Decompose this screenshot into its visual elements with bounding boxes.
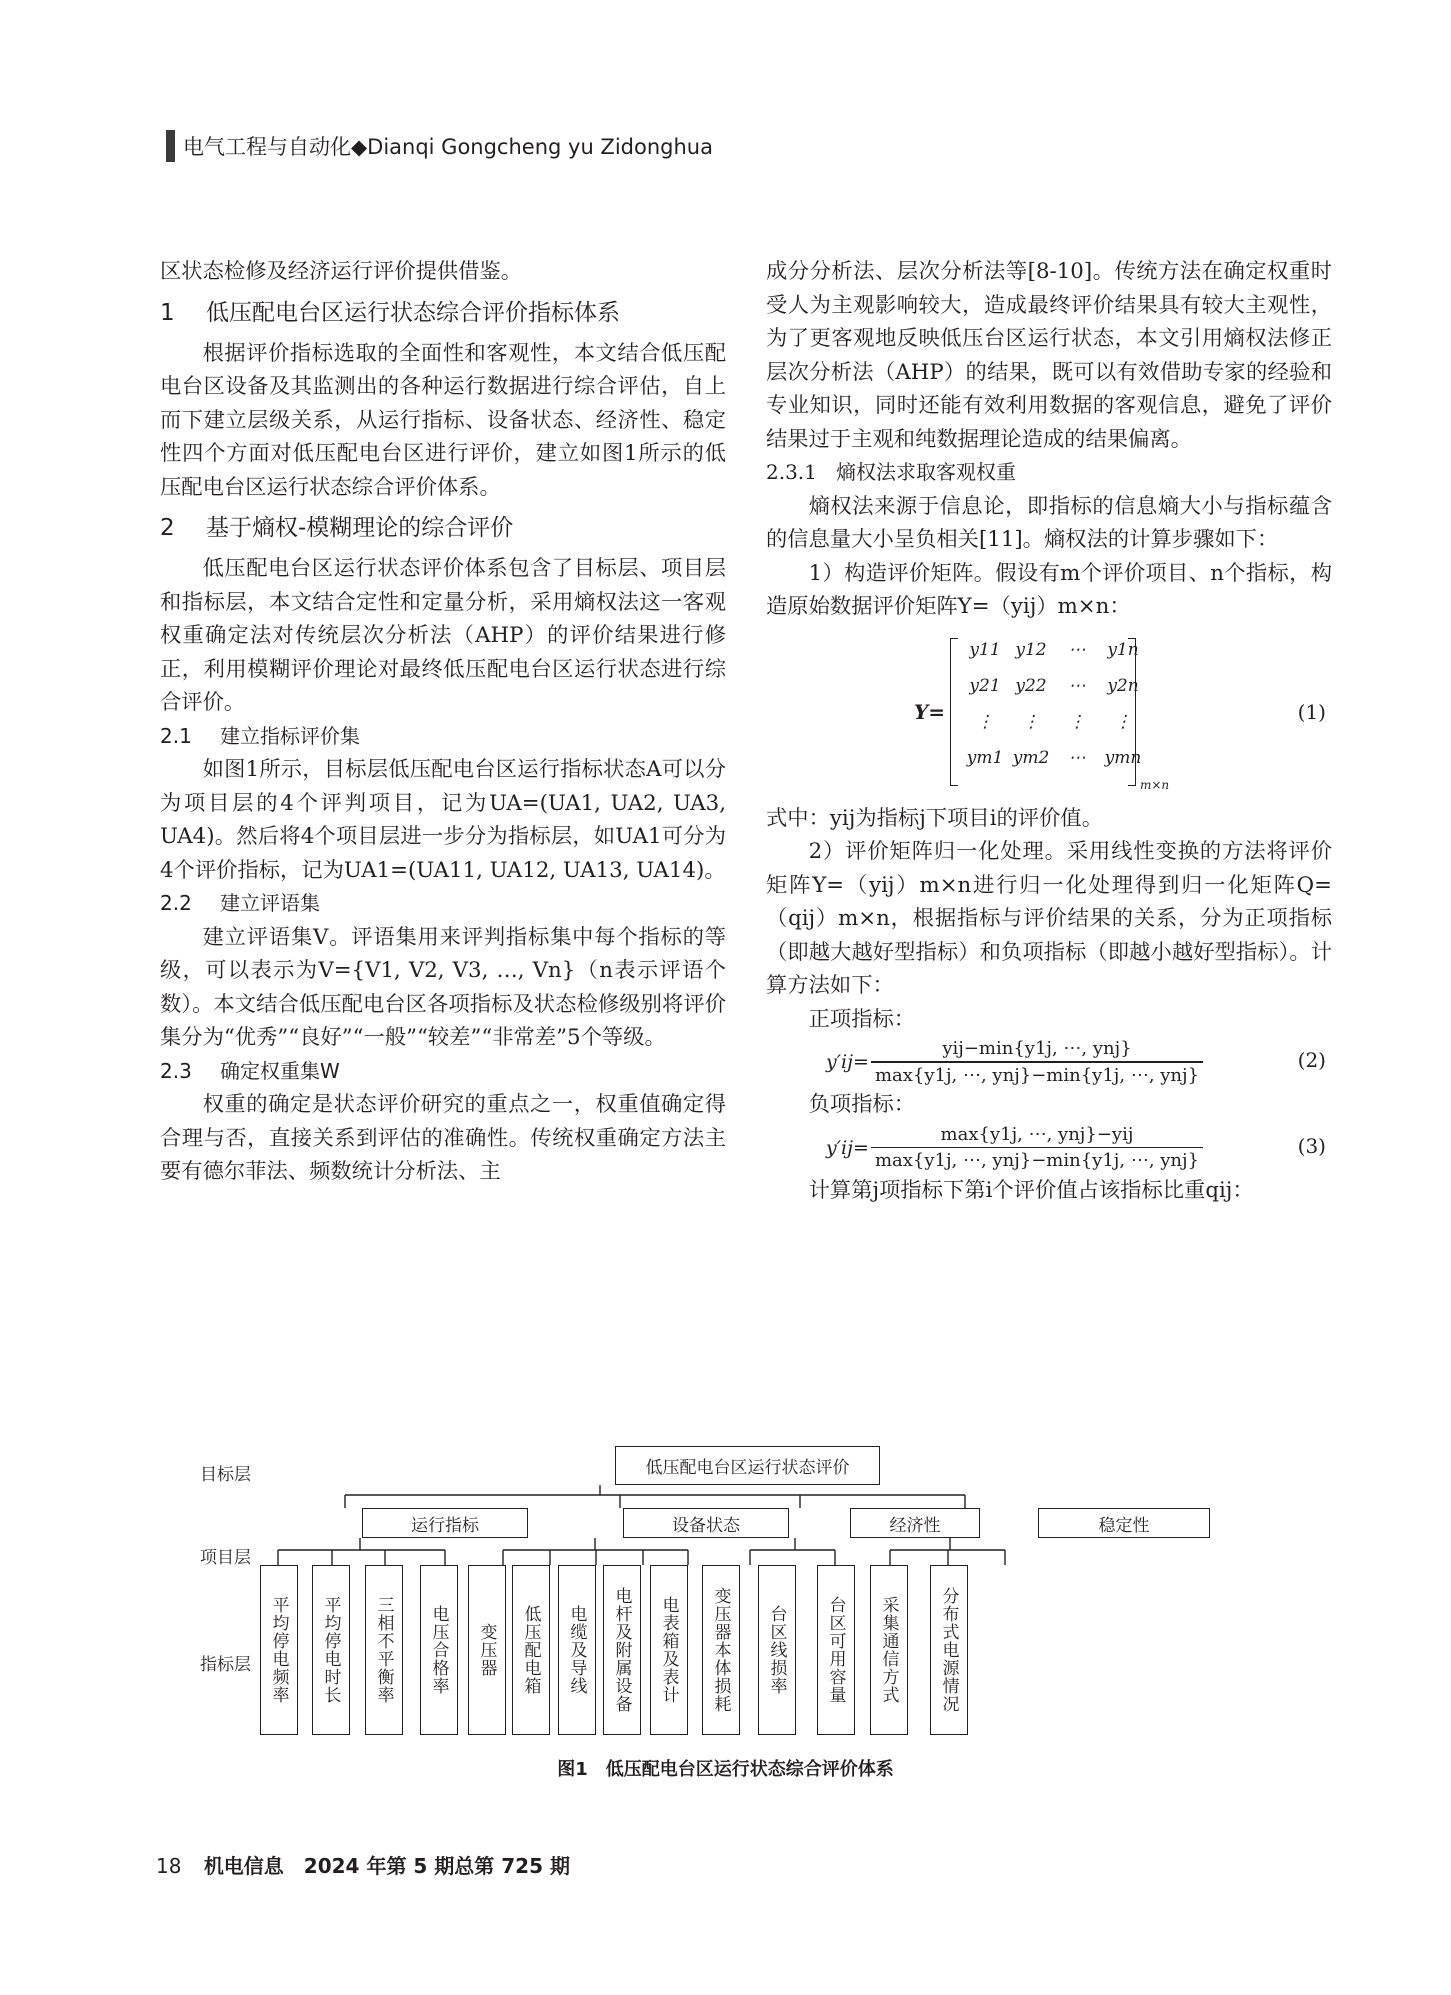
matrix-cell: ym2 — [1012, 747, 1050, 768]
matrix-cell: ⋮ — [1114, 711, 1132, 732]
paragraph: 计算第j项指标下第i个评价值占该指标比重qij： — [808, 1177, 1254, 1203]
figure-caption: 图1 低压配电台区运行状态综合评价体系 — [557, 1759, 894, 1780]
paragraph: 根据评价指标选取的全面性和客观性，本文结合低压配电台区设备及其监测出的各种运行数据进行综合评估，自上而下建立层级关系，从运行指标、设备状态、经济性、稳定性四个方面对低压配电台区进行评价，建立如图1所示的低压配电台区运行状态综合评价体系。 — [160, 340, 726, 500]
equation-number-2: (2) — [1297, 1048, 1326, 1072]
paragraph: 区状态检修及经济运行评价提供借鉴。 — [160, 259, 523, 284]
matrix-cell: ymn — [1104, 747, 1142, 768]
leaf-node: 电杆及附属设备 — [603, 1565, 641, 1735]
subsection-heading-2-3: 2.3 确定权重集W — [160, 1058, 340, 1083]
group-node-equipment: 设备状态 — [623, 1508, 789, 1538]
matrix-grid — [962, 640, 1146, 784]
eq3-denominator: max{y1j, ⋯, ynj}−min{y1j, ⋯, ynj} — [874, 1150, 1200, 1172]
layer-label-index: 指标层 — [200, 1655, 251, 1675]
section-heading-2: 2 基于熵权-模糊理论的综合评价 — [160, 515, 514, 541]
group-node-stability: 稳定性 — [1038, 1508, 1210, 1538]
matrix-cell: y2n — [1107, 675, 1139, 696]
page-number: 18 — [156, 1854, 182, 1878]
leaf-node: 电表箱及表计 — [650, 1565, 688, 1735]
leaf-node: 低压配电箱 — [512, 1565, 550, 1735]
paragraph: 低压配电台区运行状态评价体系包含了目标层、项目层和指标层，本文结合定性和定量分析，采用熵权法这一客观权重确定法对传统层次分析法（AHP）的评价结果进行修正，利用模糊评价理论对最终低压配电台区运行状态进行综合评价。 — [160, 556, 726, 715]
matrix-cell: ⋯ — [1068, 747, 1086, 768]
fraction-line — [871, 1061, 1203, 1063]
matrix-equation-1 — [766, 628, 1332, 798]
layer-label-project: 项目层 — [200, 1548, 251, 1568]
leaf-node: 变压器 — [468, 1565, 506, 1735]
page-footer — [156, 1850, 570, 1879]
equation-number-1: (1) — [1297, 699, 1326, 724]
running-header — [166, 131, 713, 161]
header-text: 电气工程与自动化◆Dianqi Gongcheng yu Zidonghua — [183, 135, 713, 159]
paragraph: 成分分析法、层次分析法等[8-10]。传统方法在确定权重时受人为主观影响较大，造成最终评价结果具有较大主观性，为了更客观地反映低压台区运行状态，本文引用熵权法修正层次分析法（AHP）的结果，既可以有效借助专家的经验和专业知识，同时还能有效利用数据的客观信息，避免了评价结果过于主观和纯数据理论造成的结果偏离。 — [766, 259, 1332, 452]
matrix-cell: ⋮ — [976, 711, 994, 732]
paragraph: 权重的确定是状态评价研究的重点之一，权重值确定得合理与否，直接关系到评估的准确性。传统权重确定方法主要有德尔菲法、频数统计分析法、主 — [160, 1092, 726, 1184]
leaf-node: 电压合格率 — [420, 1565, 458, 1735]
leaf-node: 变压器本体损耗 — [702, 1565, 740, 1735]
matrix-cell: y21 — [969, 675, 1001, 696]
matrix-cell: ym1 — [966, 747, 1004, 768]
leaf-node: 台区线损率 — [758, 1565, 796, 1735]
paragraph: 如图1所示，目标层低压配电台区运行指标状态A可以分为项目层的4个评判项目，记为UA=(UA1, UA2, UA3, UA4)。然后将4个项目层进一步分为指标层，如UA1可分为4个评价指标，记为UA1=(UA11, UA12, UA13, UA14)。 — [160, 757, 726, 883]
eq2-denominator: max{y1j, ⋯, ynj}−min{y1j, ⋯, ynj} — [874, 1064, 1200, 1086]
leaf-node: 分布式电源情况 — [930, 1565, 968, 1735]
negative-index-label: 负项指标： — [808, 1092, 916, 1117]
matrix-cell: ⋯ — [1068, 639, 1086, 660]
paragraph: 式中：yij为指标j下项目i的评价值。 — [766, 805, 1104, 831]
matrix-cell: y12 — [1015, 639, 1047, 660]
matrix-cell: y22 — [1015, 675, 1047, 696]
figure-1-hierarchy — [200, 1440, 1220, 1740]
root-node: 低压配电台区运行状态评价 — [615, 1446, 880, 1485]
right-bracket — [1128, 638, 1136, 786]
group-node-economy: 经济性 — [850, 1508, 980, 1538]
leaf-node: 平均停电频率 — [260, 1565, 298, 1735]
eq3-numerator: max{y1j, ⋯, ynj}−yij — [940, 1123, 1134, 1145]
leaf-node: 平均停电时长 — [312, 1565, 350, 1735]
group-node-operation: 运行指标 — [362, 1508, 528, 1538]
left-bracket — [950, 638, 958, 786]
matrix-cell: ⋮ — [1022, 711, 1040, 732]
paragraph: 熵权法来源于信息论，即指标的信息熵大小与指标蕴含的信息量大小呈负相关[11]。熵权法的计算步骤如下： — [766, 493, 1332, 552]
fraction-line — [871, 1147, 1203, 1149]
hierarchy-connectors — [260, 1440, 1220, 1740]
subsection-heading-2-2: 2.2 建立评语集 — [160, 891, 320, 915]
right-column — [766, 255, 1332, 1207]
leaf-node: 台区可用容量 — [817, 1565, 855, 1735]
matrix-subscript: m×n — [1140, 777, 1170, 792]
matrix-cell: y1n — [1107, 639, 1139, 660]
leaf-node: 电缆及导线 — [558, 1565, 596, 1735]
matrix-lhs: Y= — [914, 699, 946, 724]
equation-2: y′ij= $\frac{\text{yij−min\{y1j, ⋯, ynj\}}}{\text{max\{y1j, ⋯, ynj\}−min\{y1j, ⋯, ynj\}}}$ (2) — [826, 1038, 1326, 1086]
eq2-numerator: yij−min{y1j, ⋯, ynj} — [942, 1038, 1132, 1060]
subsection-heading-2-3-1: 2.3.1 熵权法求取客观权重 — [766, 460, 1016, 484]
section-heading-1: 1 低压配电台区运行状态综合评价指标体系 — [160, 299, 620, 326]
matrix-cell: ⋯ — [1068, 675, 1086, 696]
paragraph: 1）构造评价矩阵。假设有m个评价项目、n个指标，构造原始数据评价矩阵Y=（yij）m×n： — [766, 560, 1332, 619]
subsection-heading-2-1: 2.1 建立指标评价集 — [160, 723, 360, 748]
positive-index-label: 正项指标： — [808, 1006, 916, 1032]
layer-label-goal: 目标层 — [200, 1465, 251, 1485]
matrix-cell: ⋮ — [1068, 711, 1086, 732]
leaf-node: 三相不平衡率 — [365, 1565, 403, 1735]
left-column — [160, 255, 726, 1189]
paragraph: 2）评价矩阵归一化处理。采用线性变换的方法将评价矩阵Y=（yij）m×n进行归一化处理得到归一化矩阵Q=（qij）m×n，根据指标与评价结果的关系，分为正项指标（即越大越好型指标）和负项指标（即越小越好型指标）。计算方法如下： — [766, 839, 1332, 998]
equation-number-3: (3) — [1297, 1133, 1326, 1158]
journal-info: 机电信息 2024 年第 5 期总第 725 期 — [203, 1854, 570, 1878]
leaf-node: 采集通信方式 — [870, 1565, 908, 1735]
equation-3: y′ij= $\frac{\text{max\{y1j, ⋯, ynj\}−yij}}{\text{max\{y1j, ⋯, ynj\}−min\{y1j, ⋯, ynj\}}}$ (3) — [826, 1123, 1326, 1172]
matrix-cell: y11 — [969, 639, 1001, 660]
paragraph: 建立评语集V。评语集用来评判指标集中每个指标的等级，可以表示为V={V1, V2, V3, …, Vn}（n表示评语个数）。本文结合低压配电台区各项指标及状态检修级别将评价集分为“优秀”“良好”“一般”“较差”“非常差”5个等级。 — [160, 924, 726, 1050]
header-bar — [166, 130, 175, 162]
